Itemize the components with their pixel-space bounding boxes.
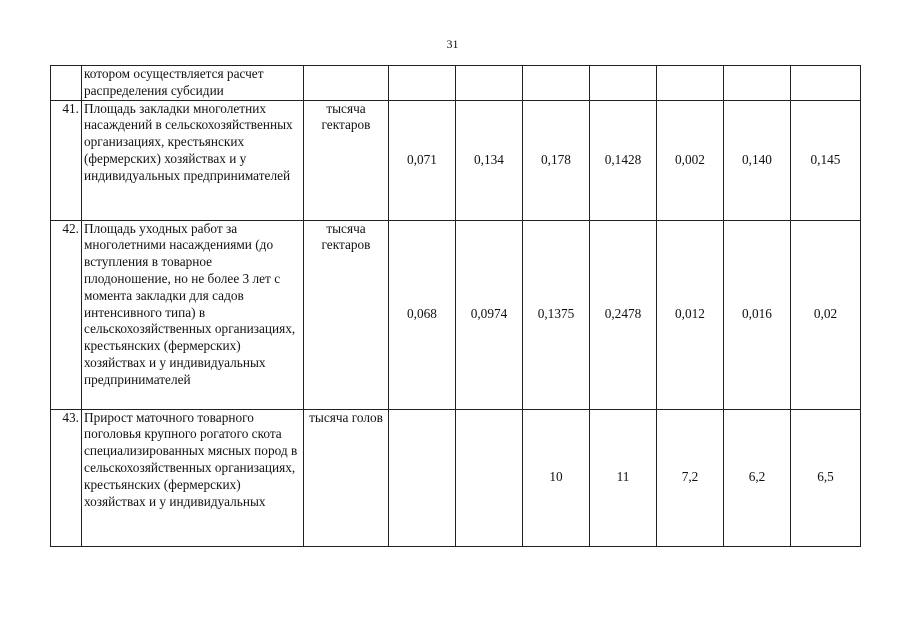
value-cell: 0,071: [389, 100, 456, 220]
unit-cell: [304, 66, 389, 101]
value-cell: 0,1428: [590, 100, 657, 220]
value-cell: 0,1375: [523, 220, 590, 409]
indicator-name: Площадь закладки многолетних насаждений в сельскохозяйственных организациях, крестьянских (фермерских) хозяйствах и у индивидуальных предпринимателей: [82, 100, 304, 220]
value-cell: 7,2: [657, 409, 724, 546]
unit-cell: тысяча гектаров: [304, 100, 389, 220]
value-cell: [523, 66, 590, 101]
value-cell: 0,0974: [456, 220, 523, 409]
table-row: [51, 409, 861, 546]
value-cell: [657, 66, 724, 101]
value-cell: 0,02: [791, 220, 861, 409]
value-cell: 11: [590, 409, 657, 546]
value-cell: 0,002: [657, 100, 724, 220]
value-cell: 10: [523, 409, 590, 546]
indicators-table: [50, 65, 861, 547]
value-cell: [590, 66, 657, 101]
value-cell: [389, 66, 456, 101]
indicator-name: Площадь уходных работ за многолетними насаждениями (до вступления в товарное плодоношение, но не более 3 лет с момента закладки для садов интенсивного типа) в сельскохозяйственных организациях, крестьянских (фермерских) хозяйствах и у индивидуальных предпринимателей: [82, 220, 304, 409]
unit-cell: тысяча гектаров: [304, 220, 389, 409]
value-cell: 0,134: [456, 100, 523, 220]
value-cell: [389, 409, 456, 546]
value-cell: 0,012: [657, 220, 724, 409]
unit-cell: тысяча голов: [304, 409, 389, 546]
row-number: 42.: [51, 220, 82, 409]
value-cell: [791, 66, 861, 101]
value-cell: 0,2478: [590, 220, 657, 409]
value-cell: [456, 409, 523, 546]
table-row: [51, 220, 861, 409]
row-number: [51, 66, 82, 101]
table-row: [51, 66, 861, 101]
value-cell: 0,140: [724, 100, 791, 220]
row-number: 43.: [51, 409, 82, 546]
table-row: [51, 100, 861, 220]
indicator-name: Прирост маточного товарного поголовья крупного рогатого скота специализированных мясных пород в сельскохозяйственных организациях, крестьянских (фермерских) хозяйствах и у индивидуальных: [82, 409, 304, 546]
value-cell: [456, 66, 523, 101]
indicator-name: котором осуществляется расчет распределения субсидии: [82, 66, 304, 101]
value-cell: [724, 66, 791, 101]
value-cell: 0,068: [389, 220, 456, 409]
value-cell: 6,2: [724, 409, 791, 546]
page-number: 31: [446, 37, 459, 51]
value-cell: 6,5: [791, 409, 861, 546]
value-cell: 0,016: [724, 220, 791, 409]
value-cell: 0,178: [523, 100, 590, 220]
row-number: 41.: [51, 100, 82, 220]
value-cell: 0,145: [791, 100, 861, 220]
